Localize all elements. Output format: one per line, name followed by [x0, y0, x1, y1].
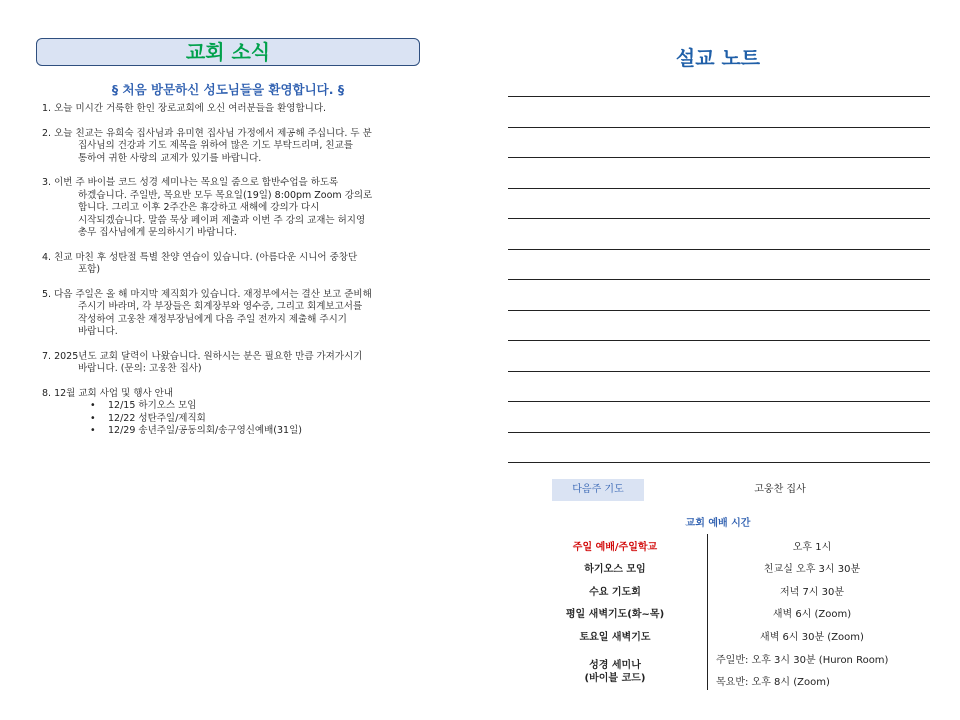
welcome-banner: § 처음 방문하신 성도님들을 환영합니다. §: [111, 82, 345, 97]
next-week-prayer-label: 다음주 기도: [552, 479, 644, 501]
event-item: • 12/29 송년주일/공동의회/송구영신예배(31일): [90, 425, 302, 436]
note-line: [508, 371, 930, 372]
schedule-time: 오후 1시: [792, 542, 832, 553]
news-header: [36, 38, 420, 66]
events-notice: 8. 12월 교회 사업 및 행사 안내 • 12/15 하기오스 모임 • 12/22 성탄주일/제직회 • 12/29 송년주일/공동의회/송구영신예배(31일): [42, 388, 434, 438]
notice-item: 1. 오늘 미시간 거룩한 한인 장로교회에 오신 여러분들을 환영합니다.: [42, 103, 327, 114]
news-title: 교회 소식: [185, 40, 271, 64]
note-line: [508, 157, 930, 158]
schedule-time: 새벽 6시 (Zoom): [772, 609, 852, 620]
schedule-label: 주일 예배/주일학교: [572, 542, 658, 553]
note-line: [508, 310, 930, 311]
schedule-time: 주일반: 오후 3시 30분 (Huron Room): [716, 655, 889, 666]
notice-item: 3. 이번 주 바이블 코드 성경 세미나는 목요일 줌으로 합반수업을 하도록 하겠습니다. 주일반, 목요반 모두 목요일(19일) 8:00pm Zoom 강의로 합니다. 그리고 이후 2주간은 휴강하고 새해에 강의가 다시 시작되겠습니다. 말씀 묵상 페이퍼 제출과 이번 주 강의 교재는 허지영 총무 집사님에게 문의하시기 바랍니다.: [42, 177, 373, 238]
event-item: • 12/15 하기오스 모임: [90, 400, 197, 411]
note-line: [508, 96, 930, 97]
schedule-label: 평일 새벽기도(화~목): [565, 609, 665, 620]
notice-list: [42, 103, 434, 450]
schedule-label: 토요일 새벽기도: [579, 632, 651, 643]
notice-item: 7. 2025년도 교회 달력이 나왔습니다. 원하시는 분은 필요한 만큼 가져가시기 바랍니다. (문의: 고웅찬 집사): [42, 350, 363, 374]
note-line: [508, 401, 930, 402]
worship-schedule-title: 교회 예배 시간: [685, 518, 751, 529]
events-list: [42, 400, 434, 438]
note-line: [508, 249, 930, 250]
schedule-label: 하기오스 모임: [584, 564, 646, 575]
note-line: [508, 218, 930, 219]
notice-item: 5. 다음 주일은 올 해 마지막 제직회가 있습니다. 재정부에서는 결산 보고 준비해 주시기 바라며, 각 부장들은 회계장부와 영수증, 그리고 회계보고서를 작성하여 고웅찬 재정부장님에게 다음 주일 전까지 제출해 주시기 바랍니다.: [42, 288, 372, 337]
sermon-notes-title: 설교 노트: [675, 46, 761, 70]
note-line: [508, 432, 930, 433]
schedule-label: 성경 세미나: [589, 660, 641, 671]
note-line: [508, 188, 930, 189]
schedule-label: 수요 기도회: [589, 587, 641, 598]
schedule-divider: [707, 534, 708, 690]
schedule-time: 저녁 7시 30분: [779, 587, 845, 598]
next-week-prayer-name: 고웅찬 집사: [754, 484, 806, 495]
schedule-time: 목요반: 오후 8시 (Zoom): [716, 677, 830, 688]
note-line: [508, 462, 930, 463]
note-line: [508, 279, 930, 280]
schedule-time: 새벽 6시 30분 (Zoom): [760, 632, 864, 643]
notice-item: 2. 오늘 친교는 유희숙 집사님과 유미현 집사님 가정에서 제공해 주십니다. 두 분 집사님의 건강과 기도 제목을 위하여 많은 기도 부탁드리며, 친교를 통하여 귀한 사랑의 교제가 있기를 바랍니다.: [42, 127, 372, 164]
notice-item: 4. 친교 마친 후 성탄절 특별 찬양 연습이 있습니다. (아름다운 시니어 중창단 포함): [42, 251, 358, 275]
schedule-label: (바이블 코드): [584, 673, 646, 684]
note-line: [508, 340, 930, 341]
note-line: [508, 127, 930, 128]
schedule-time: 친교실 오후 3시 30분: [763, 564, 861, 575]
event-item: • 12/22 성탄주일/제직회: [90, 412, 206, 424]
